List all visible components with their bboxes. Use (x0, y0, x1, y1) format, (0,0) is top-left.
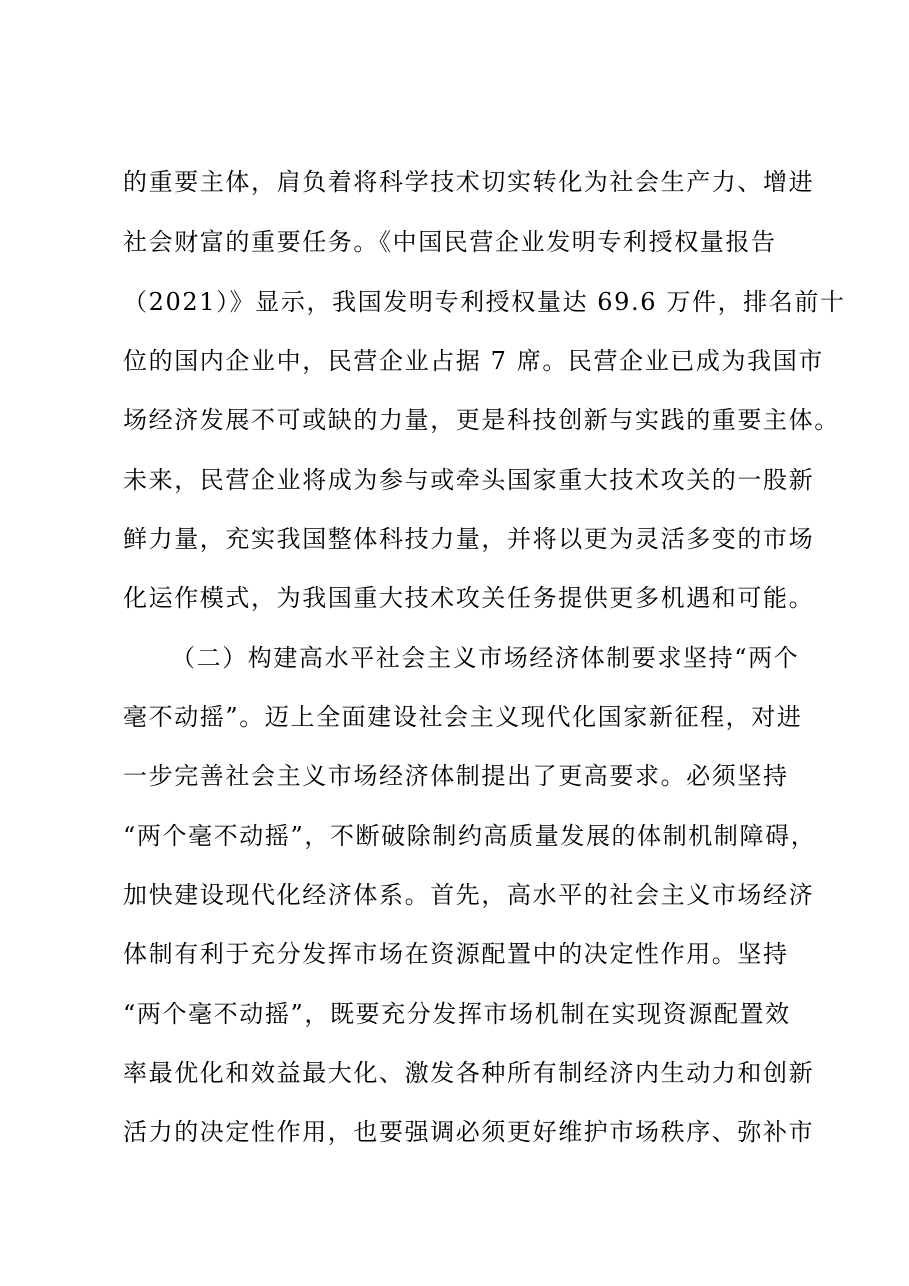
section-heading-line: （二）构建高水平社会主义市场经济体制要求坚持“两个 (171, 644, 800, 672)
text-line: 的重要主体，肩负着将科学技术切实转化为社会生产力、增进 (123, 168, 815, 196)
text-line: 体制有利于充分发挥市场在资源配置中的决定性作用。坚持 (123, 940, 789, 968)
text-line: 社会财富的重要任务。《中国民营企业发明专利授权量报告 (123, 228, 777, 256)
text-line: 一步完善社会主义市场经济体制提出了更高要求。必须坚持 (123, 762, 789, 790)
text-line: 场经济发展不可或缺的力量，更是科技创新与实践的重要主体。 (123, 406, 840, 434)
text-line: 化运作模式，为我国重大技术攻关任务提供更多机遇和可能。 (123, 584, 815, 612)
text-line: 鲜力量，充实我国整体科技力量，并将以更为灵活多变的市场 (123, 525, 815, 553)
text-line: “两个毫不动摇”，既要充分发挥市场机制在实现资源配置效 (123, 1000, 791, 1028)
text-line: “两个毫不动摇”，不断破除制约高质量发展的体制机制障碍， (123, 822, 817, 850)
text-line: 毫不动摇”。迈上全面建设社会主义现代化国家新征程，对进 (123, 703, 803, 731)
text-line: 率最优化和效益最大化、激发各种所有制经济内生动力和创新 (123, 1059, 815, 1087)
text-line: （2021）》显示，我国发明专利授权量达 69.6 万件，排名前十 (123, 288, 846, 316)
text-line: 活力的决定性作用，也要强调必须更好维护市场秩序、弥补市 (123, 1118, 815, 1146)
text-line: 位的国内企业中，民营企业占据 7 席。民营企业已成为我国市 (123, 347, 824, 375)
text-line: 加快建设现代化经济体系。首先，高水平的社会主义市场经济 (123, 881, 815, 909)
text-line: 未来，民营企业将成为参与或牵头国家重大技术攻关的一股新 (123, 466, 815, 494)
